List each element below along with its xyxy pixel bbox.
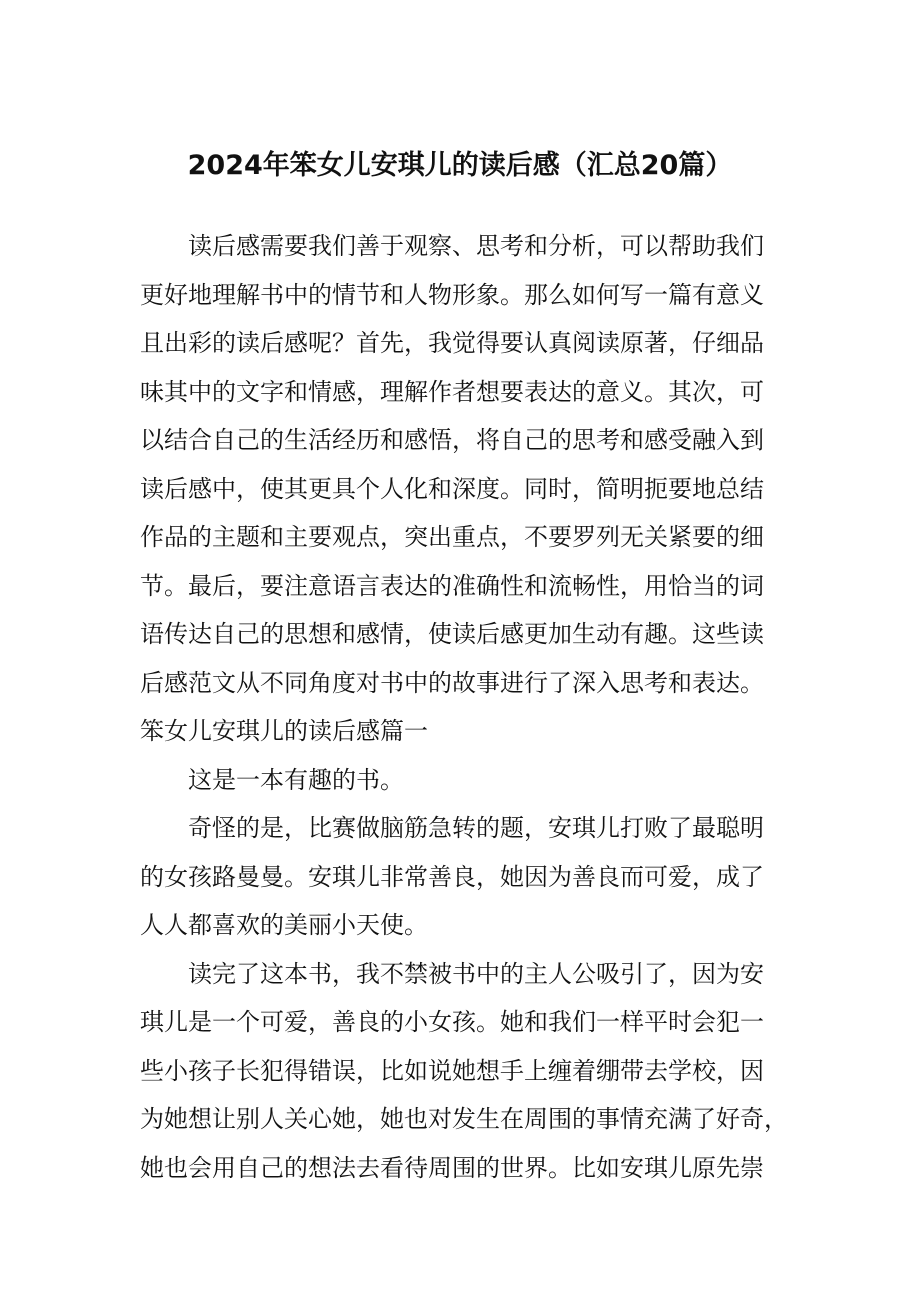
text-line: 且出彩的读后感呢？首先，我觉得要认真阅读原著，仔细品: [140, 329, 764, 357]
text-line: 读完了这本书，我不禁被书中的主人公吸引了，因为安: [188, 959, 764, 988]
text-line: 笨女儿安琪儿的读后感篇一: [140, 717, 428, 745]
text-line: 读后感中，使其更具个人化和深度。同时，简明扼要地总结: [140, 474, 764, 503]
text-line: 这是一本有趣的书。: [188, 765, 404, 794]
text-line: 语传达自己的思想和感情，使读后感更加生动有趣。这些读: [140, 620, 764, 648]
document-body: [140, 222, 800, 1192]
text-line: 后感范文从不同角度对书中的故事进行了深入思考和表达。: [140, 668, 764, 697]
text-line: 以结合自己的生活经历和感悟，将自己的思考和感受融入到: [140, 426, 764, 454]
text-line: 奇怪的是，比赛做脑筋急转的题，安琪儿打败了最聪明: [188, 814, 764, 842]
text-line: 人人都喜欢的美丽小天使。: [140, 911, 428, 939]
text-line: 更好地理解书中的情节和人物形象。那么如何写一篇有意义: [140, 280, 764, 309]
text-line: 的女孩路曼曼。安琪儿非常善良，她因为善良而可爱，成了: [140, 862, 764, 891]
text-line: 她也会用自己的想法去看待周围的世界。比如安琪儿原先崇: [140, 1153, 764, 1182]
text-line: 为她想让别人关心她，她也对发生在周围的事情充满了好奇，: [140, 1105, 788, 1133]
text-line: 些小孩子长犯得错误，比如说她想手上缠着绷带去学校，因: [140, 1056, 764, 1085]
text-line: 读后感需要我们善于观察、思考和分析，可以帮助我们: [188, 232, 764, 260]
text-line: 节。最后，要注意语言表达的准确性和流畅性，用恰当的词: [140, 571, 764, 600]
text-line: 作品的主题和主要观点，突出重点，不要罗列无关紧要的细: [140, 523, 764, 551]
document-title: 2024年笨女儿安琪儿的读后感（汇总20篇）: [187, 150, 733, 181]
text-line: 味其中的文字和情感，理解作者想要表达的意义。其次，可: [140, 377, 764, 406]
text-line: 琪儿是一个可爱，善良的小女孩。她和我们一样平时会犯一: [140, 1008, 764, 1036]
